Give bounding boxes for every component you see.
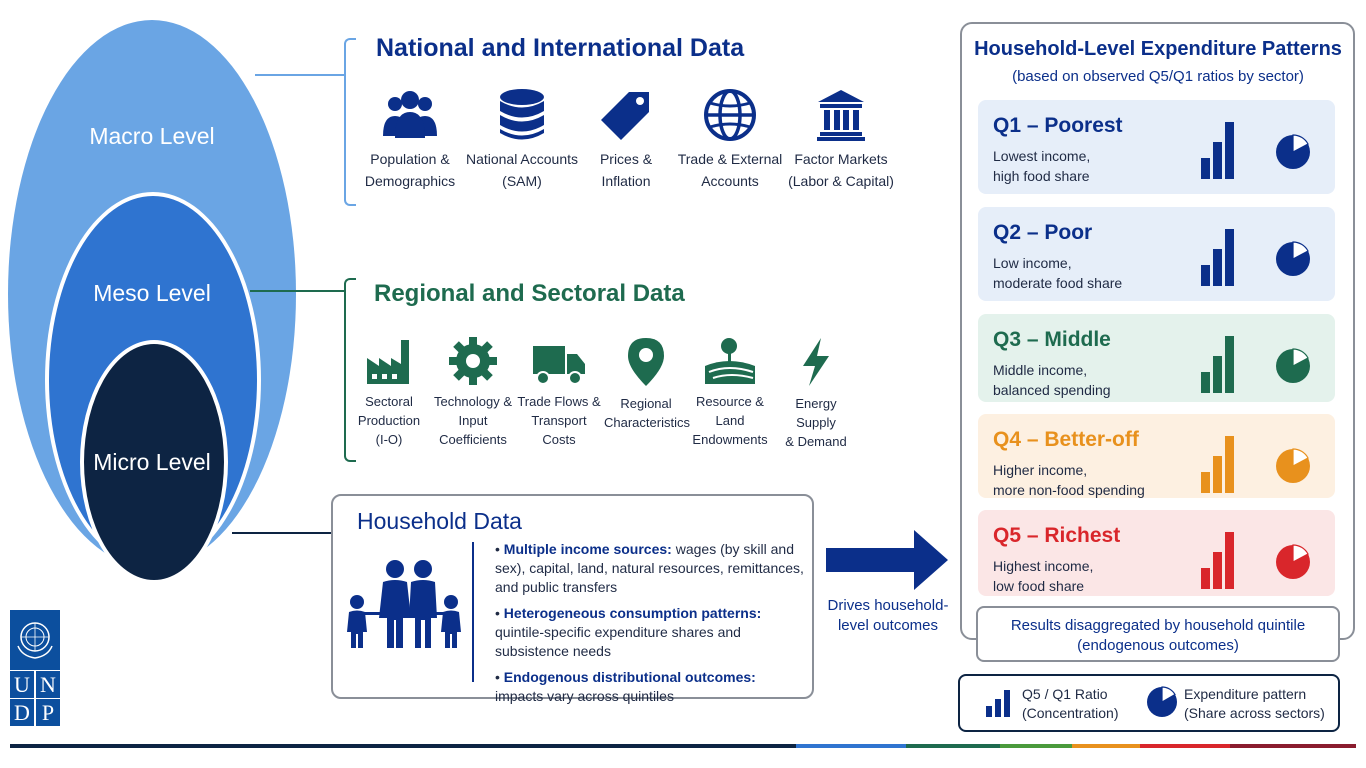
quintile-description: Middle income, balanced spending [993, 362, 1111, 398]
household-point-distribution: • Endogenous distributional outcomes: impacts vary across quintiles [495, 669, 756, 704]
quintile-description: Highest income, low food share [993, 558, 1094, 594]
pie-chart-icon [1146, 686, 1178, 718]
results-box: Results disaggregated by household quintile (endogenous outcomes) [976, 606, 1340, 662]
logo-letter-d: D [10, 699, 34, 726]
lightning-icon [799, 336, 833, 388]
bottom-bar-navy [10, 744, 796, 748]
quintile-title: Q2 – Poor [993, 221, 1093, 244]
price-tag-icon [599, 88, 653, 142]
household-points [495, 540, 805, 713]
pie-chart-icon [1274, 347, 1312, 385]
regional-item-production: Sectoral Production (I-O) [354, 336, 424, 449]
legend-ratio: Q5 / Q1 Ratio (Concentration) [1022, 686, 1119, 721]
expenditure-title: Household-Level Expenditure Patterns [974, 38, 1342, 60]
gear-icon [448, 336, 498, 386]
national-item-accounts: National Accounts (SAM) [462, 88, 582, 192]
arrow-caption: Drives household- level outcomes [827, 597, 949, 634]
factory-icon [365, 336, 413, 386]
un-emblem-icon [10, 610, 60, 670]
quintile-description: Lowest income, high food share [993, 148, 1091, 184]
database-icon [497, 88, 547, 142]
family-icon [345, 558, 463, 650]
land-icon [703, 336, 757, 386]
household-data-box [331, 494, 814, 704]
truck-icon [531, 336, 587, 386]
quintile-card-q1 [978, 100, 1335, 194]
regional-item-land: Resource & Land Endowments [684, 336, 776, 449]
regional-title: Regional and Sectoral Data [374, 280, 685, 307]
quintile-description: Low income, moderate food share [993, 255, 1123, 291]
macro-level-label: Macro Level [89, 123, 215, 149]
quintile-title: Q1 – Poorest [993, 114, 1123, 137]
bar-chart-icon [1200, 336, 1240, 394]
regional-item-characteristics: Regional Characteristics [604, 336, 688, 432]
logo-letter-p: P [36, 699, 60, 726]
national-item-factor-markets: Factor Markets (Labor & Capital) [786, 88, 896, 192]
national-title: National and International Data [376, 34, 745, 62]
quintile-title: Q4 – Better-off [993, 428, 1139, 451]
household-point-income: • Multiple income sources: wages (by skill and sex), capital, land, natural resources, remittances, and public transfers [495, 541, 804, 595]
quintile-card-q4 [978, 414, 1335, 498]
expenditure-subtitle: (based on observed Q5/Q1 ratios by sector) [1012, 68, 1304, 85]
macro-connector [255, 74, 345, 76]
bank-icon [816, 88, 866, 142]
pie-chart-icon [1274, 543, 1312, 581]
quintile-title: Q5 – Richest [993, 524, 1121, 547]
right-arrow-icon [826, 528, 950, 592]
pie-chart-icon [1274, 447, 1312, 485]
legend-box [958, 674, 1340, 732]
logo-letter-u: U [10, 671, 34, 698]
national-bracket [344, 38, 356, 206]
national-item-prices: Prices & Inflation [586, 88, 666, 192]
quintile-description: Higher income, more non-food spending [993, 462, 1145, 498]
bar-chart-icon [1200, 532, 1240, 590]
bottom-bar-green [906, 744, 1000, 748]
bar-chart-icon [1200, 436, 1240, 494]
meso-level-label: Meso Level [93, 280, 211, 306]
map-pin-icon [626, 336, 666, 388]
regional-item-energy: Energy Supply & Demand [778, 336, 854, 451]
bottom-bar-lightgreen [1000, 744, 1072, 748]
national-item-population: Population & Demographics [360, 88, 460, 192]
quintile-title: Q3 – Middle [993, 328, 1111, 351]
legend-pattern: Expenditure pattern (Share across sectors) [1184, 686, 1325, 721]
bottom-bar-maroon [1230, 744, 1356, 748]
globe-icon [703, 88, 757, 142]
bar-chart-icon [984, 688, 1012, 718]
household-divider [472, 542, 474, 682]
people-icon [381, 88, 439, 142]
quintile-card-q2 [978, 207, 1335, 301]
household-point-consumption: • Heterogeneous consumption patterns: quintile-specific expenditure shares and subsistence needs [495, 605, 762, 659]
bar-chart-icon [1200, 122, 1240, 180]
bar-chart-icon [1200, 229, 1240, 287]
bottom-bar-orange [1072, 744, 1140, 748]
quintile-card-q5 [978, 510, 1335, 596]
micro-connector [232, 532, 332, 534]
meso-connector [250, 290, 345, 292]
regional-item-trade-flows: Trade Flows & Transport Costs [514, 336, 604, 449]
quintile-card-q3 [978, 314, 1335, 402]
pie-chart-icon [1274, 133, 1312, 171]
bottom-bar-blue [796, 744, 906, 748]
un-emblem [10, 610, 60, 670]
national-item-trade: Trade & External Accounts [676, 88, 784, 192]
regional-item-technology: Technology & Input Coefficients [432, 336, 514, 449]
pie-chart-icon [1274, 240, 1312, 278]
micro-level-label: Micro Level [93, 449, 211, 475]
bottom-bar-red [1140, 744, 1230, 748]
logo-letter-n: N [36, 671, 60, 698]
household-title: Household Data [357, 508, 522, 534]
